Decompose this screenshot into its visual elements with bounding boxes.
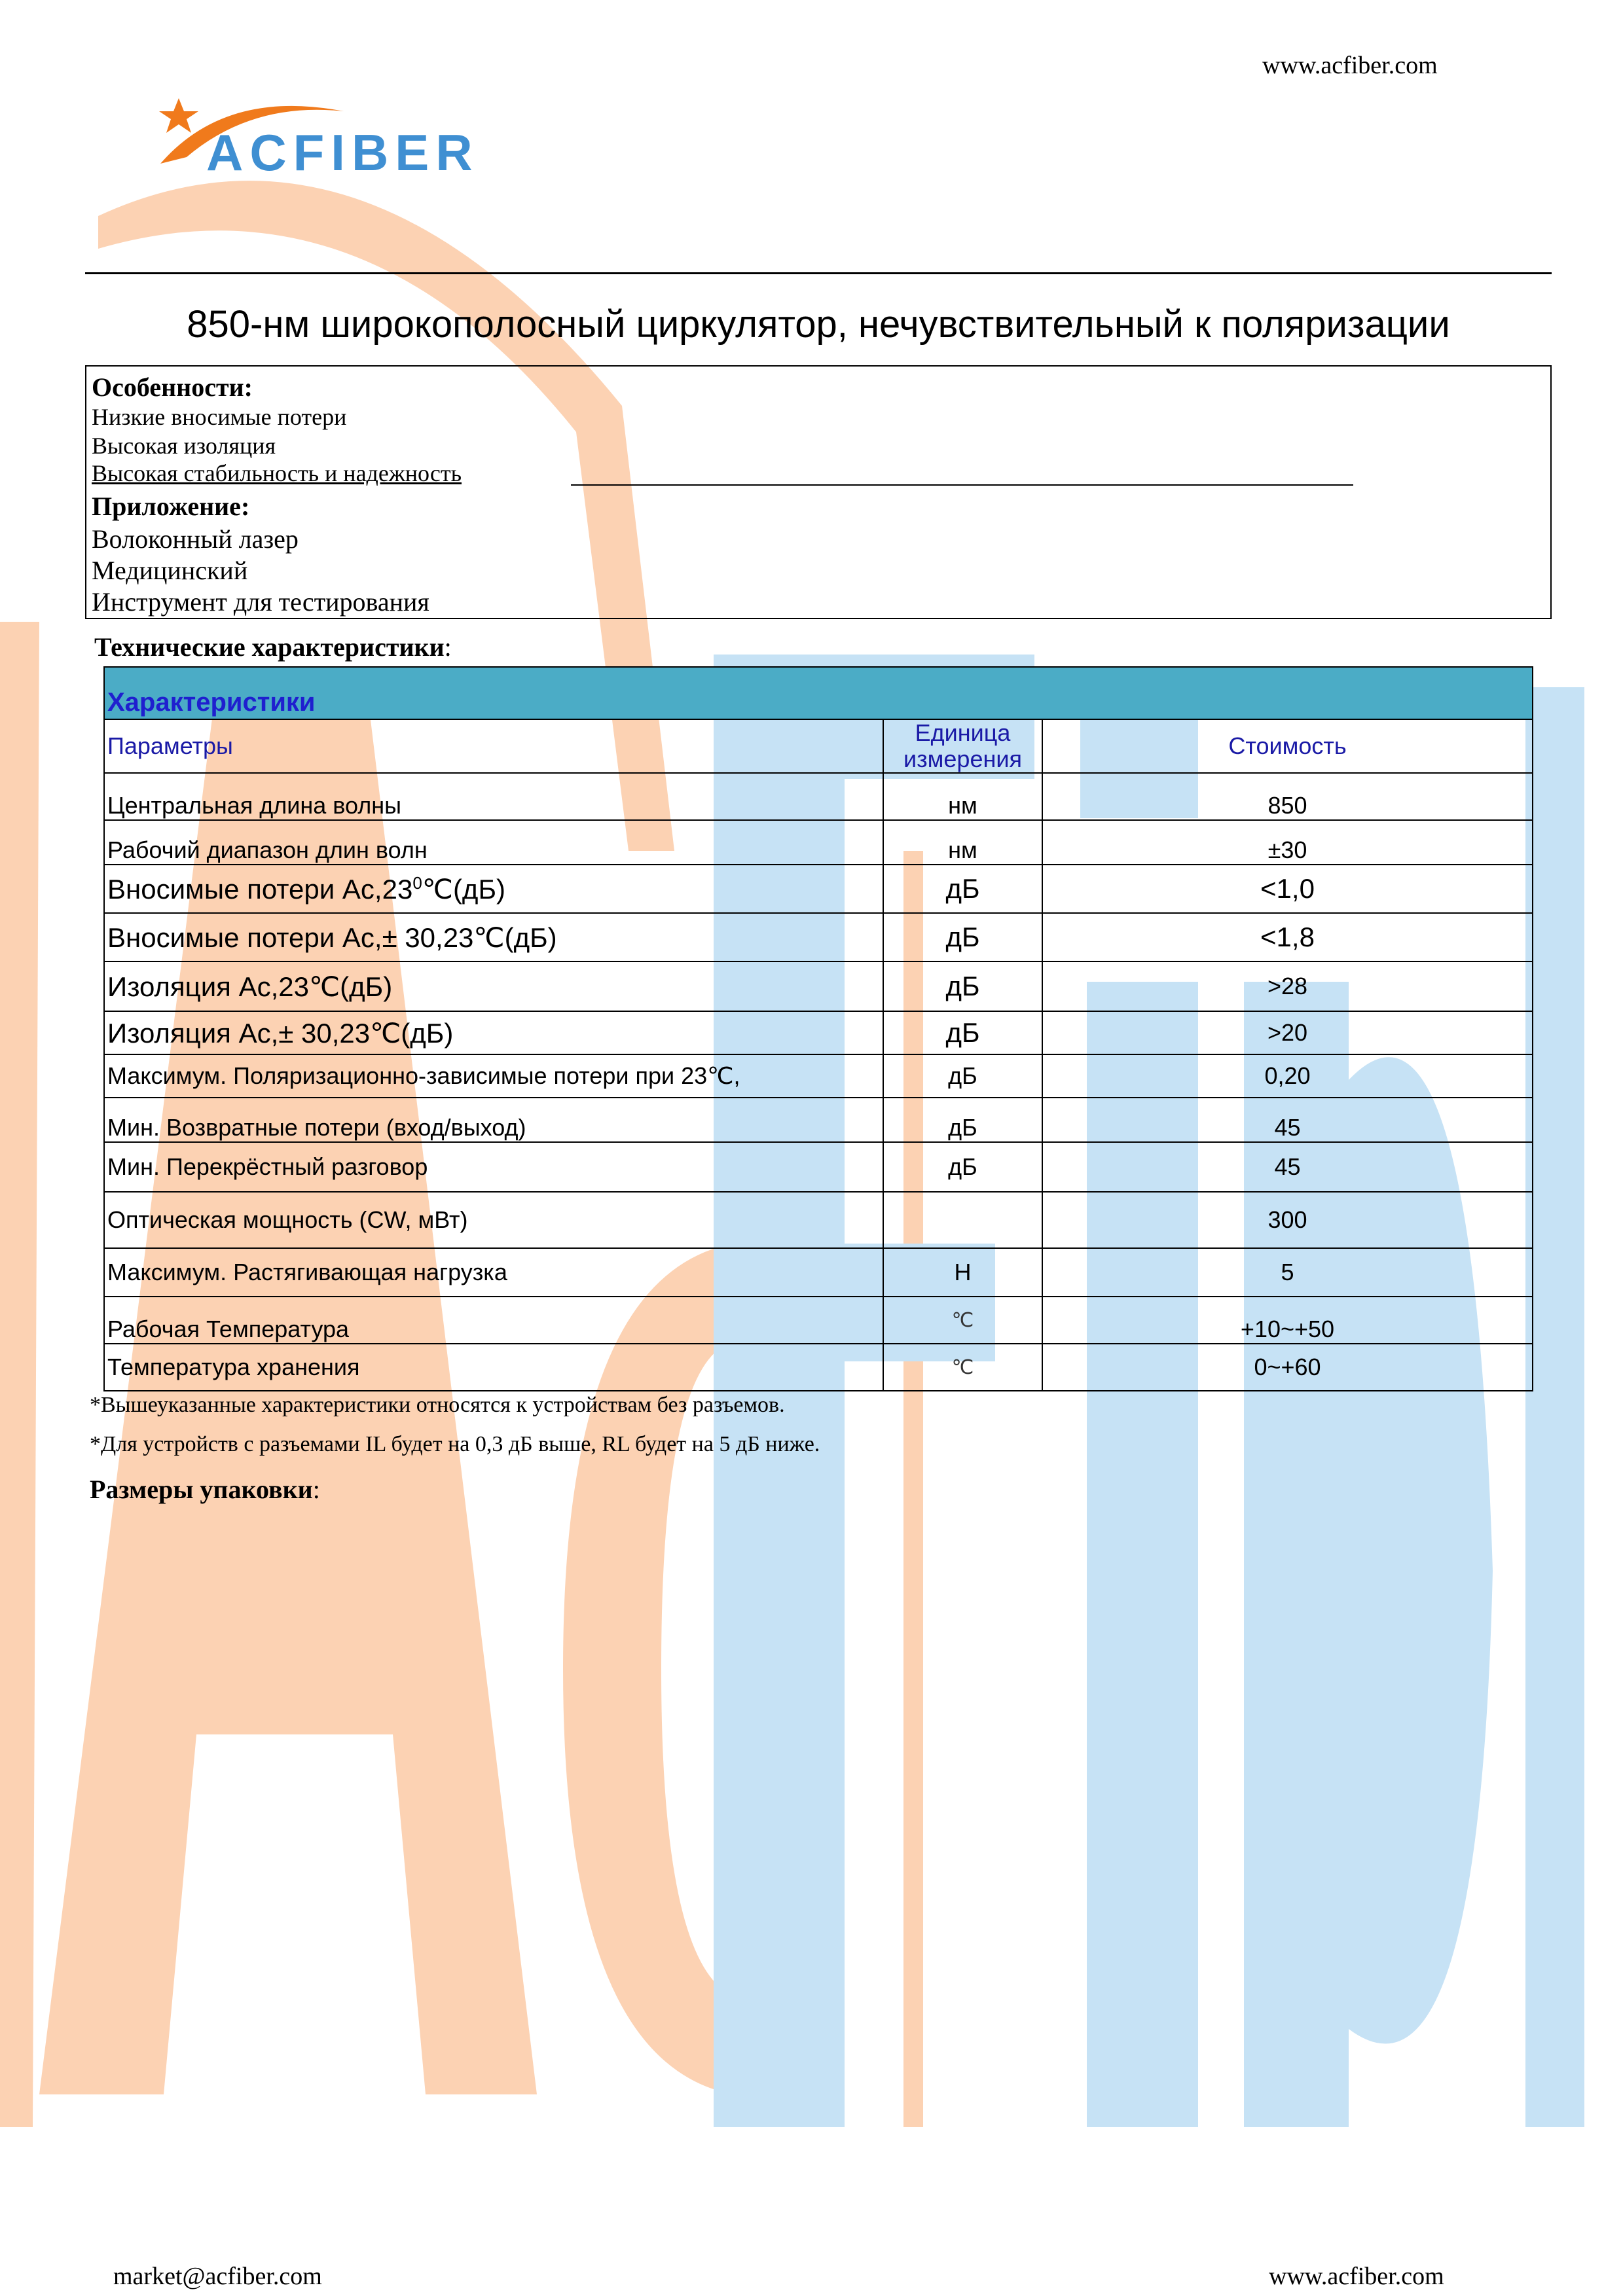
feature-item: Высокая изоляция [92, 433, 276, 459]
value-cell: 0~+60 [1042, 1344, 1533, 1391]
param-cell: Изоляция Ac,23℃(дБ) [104, 961, 883, 1011]
value-cell: ±30 [1042, 820, 1533, 865]
col-value-header: Стоимость [1042, 719, 1533, 773]
value-cell: 45 [1042, 1098, 1533, 1142]
spec-banner-row [104, 667, 1533, 719]
value-cell: 45 [1042, 1142, 1533, 1192]
param-cell: Мин. Перекрёстный разговор [104, 1142, 883, 1192]
spec-table [103, 666, 1533, 1391]
footer-website[interactable]: www.acfiber.com [1269, 2263, 1444, 2290]
unit-cell [883, 1192, 1042, 1248]
table-row [104, 1011, 1533, 1054]
table-row [104, 1344, 1533, 1391]
param-cell: Оптическая мощность (CW, мВт) [104, 1192, 883, 1248]
page-title: 850-нм широкополосный циркулятор, нечувствительный к поляризации [187, 303, 1450, 346]
table-row [104, 1142, 1533, 1192]
unit-cell: ℃ [883, 1297, 1042, 1344]
features-heading: Особенности: [92, 372, 253, 402]
unit-cell: дБ [883, 1011, 1042, 1054]
unit-cell: Н [883, 1248, 1042, 1297]
param-cell: Рабочая Температура [104, 1297, 883, 1344]
logo-text: ACFIBER [206, 124, 479, 181]
spec-header-row [104, 719, 1533, 773]
application-item: Медицинский [92, 556, 248, 585]
acfiber-logo [147, 85, 501, 190]
footer-email[interactable]: market@acfiber.com [113, 2263, 322, 2290]
table-row [104, 913, 1533, 961]
table-row [104, 1054, 1533, 1098]
value-cell: <1,0 [1042, 865, 1533, 913]
param-cell: Центральная длина волны [104, 773, 883, 820]
table-row [104, 820, 1533, 865]
header-website[interactable]: www.acfiber.com [1262, 52, 1438, 79]
table-row [104, 1297, 1533, 1344]
value-cell: 300 [1042, 1192, 1533, 1248]
value-cell: 0,20 [1042, 1054, 1533, 1098]
col-unit-header: Единица измерения [883, 719, 1042, 773]
unit-cell: нм [883, 820, 1042, 865]
application-item: Инструмент для тестирования [92, 587, 429, 617]
value-cell: +10~+50 [1042, 1297, 1533, 1344]
param-cell: Мин. Возвратные потери (вход/выход) [104, 1098, 883, 1142]
param-cell: Вносимые потери Ac,± 30,23℃(дБ) [104, 913, 883, 961]
application-item: Волоконный лазер [92, 524, 299, 554]
param-cell: Максимум. Растягивающая нагрузка [104, 1248, 883, 1297]
package-dimensions-heading: Размеры упаковки: [90, 1475, 320, 1504]
param-cell: Температура хранения [104, 1344, 883, 1391]
param-cell: Вносимые потери $Ac,23^0℃(дБ)$ [104, 865, 883, 913]
spec-banner: Характеристики [104, 667, 1533, 719]
param-cell: Рабочий диапазон длин волн [104, 820, 883, 865]
unit-cell: дБ [883, 1142, 1042, 1192]
features-box [85, 365, 1552, 619]
value-cell: 5 [1042, 1248, 1533, 1297]
unit-cell: нм [883, 773, 1042, 820]
value-cell: >20 [1042, 1011, 1533, 1054]
param-cell: Максимум. Поляризационно-зависимые потери при 23℃, [104, 1054, 883, 1098]
unit-cell: дБ [883, 1098, 1042, 1142]
note-with-connectors: *Для устройств с разъемами IL будет на 0,3 дБ выше, RL будет на 5 дБ ниже. [90, 1432, 820, 1456]
col-param-header: Параметры [104, 719, 883, 773]
unit-cell: дБ [883, 961, 1042, 1011]
param-cell: Изоляция Ac,± 30,23℃(дБ) [104, 1011, 883, 1054]
feature-item: Низкие вносимые потери [92, 404, 347, 430]
note-no-connectors: *Вышеуказанные характеристики относятся к устройствам без разъемов. [90, 1393, 785, 1417]
unit-cell: дБ [883, 865, 1042, 913]
table-row [104, 865, 1533, 913]
application-heading: Приложение: [92, 492, 250, 521]
unit-cell: ℃ [883, 1344, 1042, 1391]
value-cell: >28 [1042, 961, 1533, 1011]
feature-underline [571, 484, 1353, 486]
specs-heading: Технические характеристики: [94, 632, 452, 662]
table-row [104, 1192, 1533, 1248]
table-row [104, 961, 1533, 1011]
value-cell: 850 [1042, 773, 1533, 820]
unit-cell: дБ [883, 1054, 1042, 1098]
table-row [104, 1248, 1533, 1297]
feature-item: Высокая стабильность и надежность [92, 460, 462, 486]
header-divider [85, 272, 1552, 274]
unit-cell: дБ [883, 913, 1042, 961]
table-row [104, 773, 1533, 820]
table-row [104, 1098, 1533, 1142]
value-cell: <1,8 [1042, 913, 1533, 961]
logo-star [159, 98, 198, 133]
